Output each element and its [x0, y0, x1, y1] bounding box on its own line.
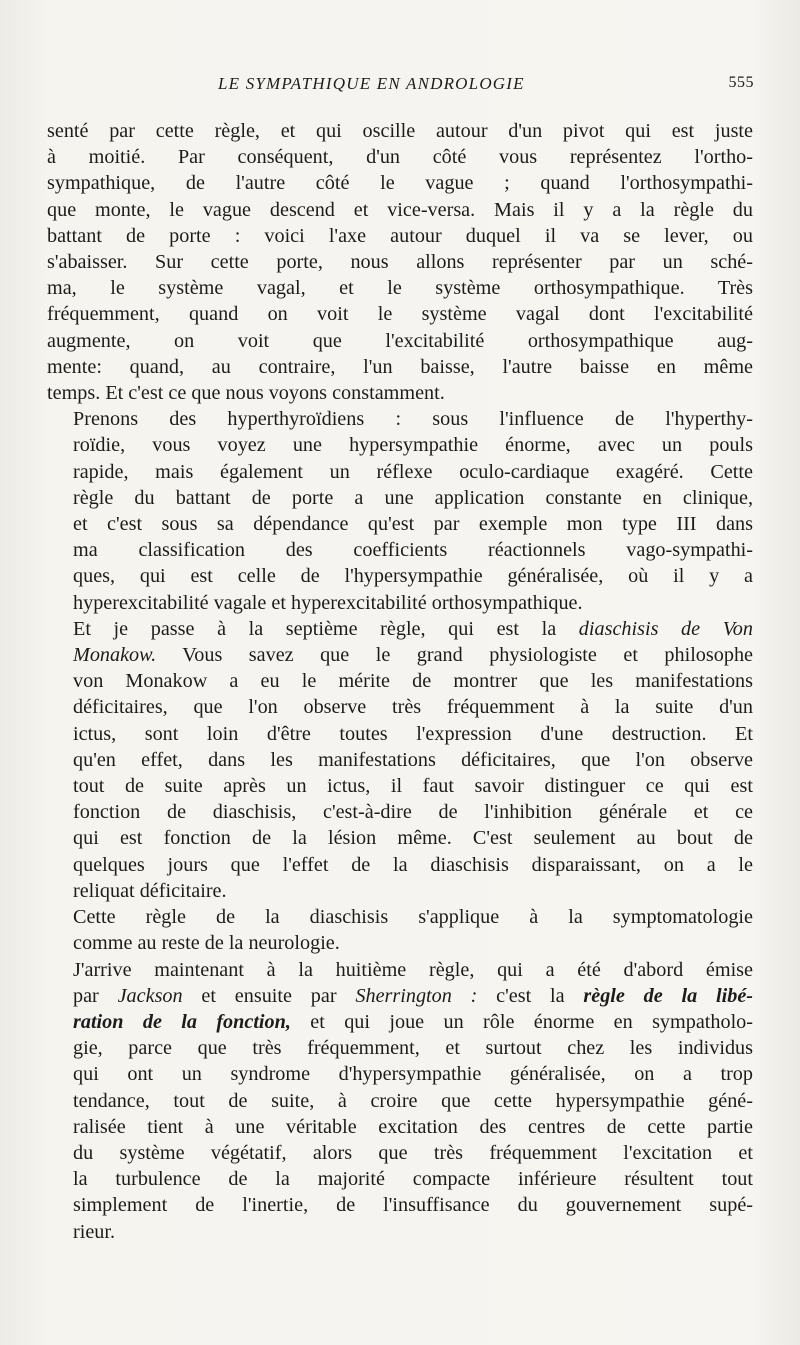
text-line: règle du battant de porte a une application constante en clinique, [73, 486, 753, 509]
text-run: par [73, 984, 118, 1007]
text-line: déficitaires, que l'on observe très fréquemment à la suite d'un [73, 696, 753, 719]
text-run: Et je passe à la septième règle, qui est la [73, 617, 579, 640]
text-line [47, 616, 753, 642]
bold-italic-term: ration de la fonction, [73, 1010, 291, 1033]
text-line: quelques jours que l'effet de la diaschisis disparaissant, on a le [73, 853, 753, 876]
text-line: s'abaisser. Sur cette porte, nous allons représenter par un sché- [47, 251, 753, 274]
text-line: comme au reste de la neurologie. [73, 932, 340, 955]
text-line: sympathique, de l'autre côté le vague ; quand l'orthosympathi- [47, 172, 753, 195]
text-line: rapide, mais également un réflexe oculo-cardiaque exagéré. Cette [73, 460, 753, 483]
italic-term: Monakow. [73, 644, 157, 667]
body-text [47, 118, 753, 1245]
text-line: senté par cette règle, et qui oscille autour d'un pivot qui est juste [47, 120, 753, 142]
text-line: ma classification des coefficients réactionnels vago-sympathi- [73, 539, 753, 562]
text-line: J'arrive maintenant à la huitième règle, qui a été d'abord émise [73, 958, 753, 981]
text-line: ralisée tient à une véritable excitation des centres de cette partie [73, 1115, 753, 1138]
text-run: c'est la [477, 984, 584, 1007]
running-head [48, 74, 760, 98]
italic-term: diaschisis de Von [578, 617, 753, 640]
text-line: qui est fonction de la lésion même. C'est seulement au bout de [73, 827, 753, 850]
paragraph-5 [47, 957, 753, 1245]
text-run: Vous savez que le grand physiologiste et philosophe [156, 644, 753, 667]
text-line: von Monakow a eu le mérite de montrer que les manifestations [73, 670, 753, 693]
text-line: reliquat déficitaire. [73, 879, 227, 902]
text-line: battant de porte : voici l'axe autour duquel il va se lever, ou [47, 224, 753, 247]
text-line: temps. Et c'est ce que nous voyons constamment. [47, 382, 445, 405]
text-line: rieur. [73, 1220, 116, 1243]
text-line: qui ont un syndrome d'hypersympathie généralisée, on a trop [73, 1063, 753, 1086]
page-number: 555 [728, 74, 754, 91]
text-line: tendance, tout de suite, à croire que cette hypersympathie géné- [73, 1089, 753, 1112]
paragraph-4 [47, 904, 753, 956]
text-run: et ensuite par [182, 984, 356, 1007]
text-line: du système végétatif, alors que très fréquemment l'excitation et [73, 1141, 753, 1164]
text-line: et c'est sous sa dépendance qu'est par exemple mon type III dans [73, 513, 753, 536]
text-line: ma, le système vagal, et le système orthosympathique. Très [47, 277, 753, 300]
text-line: fréquemment, quand on voit le système vagal dont l'excitabilité [47, 303, 753, 326]
text-line: à moitié. Par conséquent, d'un côté vous représentez l'ortho- [47, 146, 753, 169]
italic-name: Jackson [117, 984, 183, 1007]
text-line: roïdie, vous voyez une hypersympathie énorme, avec un pouls [73, 434, 753, 457]
text-line: simplement de l'inertie, de l'insuffisance du gouvernement supé- [73, 1194, 753, 1217]
text-line: tout de suite après un ictus, il faut savoir distinguer ce qui est [73, 775, 753, 798]
text-line [47, 1009, 753, 1035]
paragraph-3 [47, 616, 753, 904]
text-line: la turbulence de la majorité compacte inférieure résultent tout [73, 1168, 753, 1191]
text-line: ques, qui est celle de l'hypersympathie généralisée, où il y a [73, 565, 753, 588]
text-line [47, 983, 753, 1009]
text-line: que monte, le vague descend et vice-versa. Mais il y a la règle du [47, 198, 753, 221]
running-title: LE SYMPATHIQUE EN ANDROLOGIE [218, 74, 525, 93]
paragraph-1 [47, 118, 753, 406]
text-line: gie, parce que très fréquemment, et surtout chez les individus [73, 1037, 753, 1060]
text-line: ictus, sont loin d'être toutes l'expression d'une destruction. Et [73, 722, 753, 745]
text-line: hyperexcitabilité vagale et hyperexcitabilité orthosympathique. [73, 591, 583, 614]
text-line: qu'en effet, dans les manifestations déficitaires, que l'on observe [73, 748, 753, 771]
text-line: Cette règle de la diaschisis s'applique à la symptomatologie [73, 906, 753, 929]
text-run: et qui joue un rôle énorme en sympatholo- [290, 1010, 753, 1033]
bold-italic-term: règle de la libé- [583, 984, 754, 1007]
text-line: fonction de diaschisis, c'est-à-dire de l'inhibition générale et ce [73, 801, 753, 824]
text-line [47, 642, 753, 668]
italic-name: Sherrington : [355, 984, 478, 1007]
text-line: Prenons des hyperthyroïdiens : sous l'influence de l'hyperthy- [73, 408, 753, 431]
text-line: mente: quand, au contraire, l'un baisse, l'autre baisse en même [47, 355, 753, 378]
paragraph-2 [47, 406, 753, 616]
text-line: augmente, on voit que l'excitabilité orthosympathique aug- [47, 329, 753, 352]
